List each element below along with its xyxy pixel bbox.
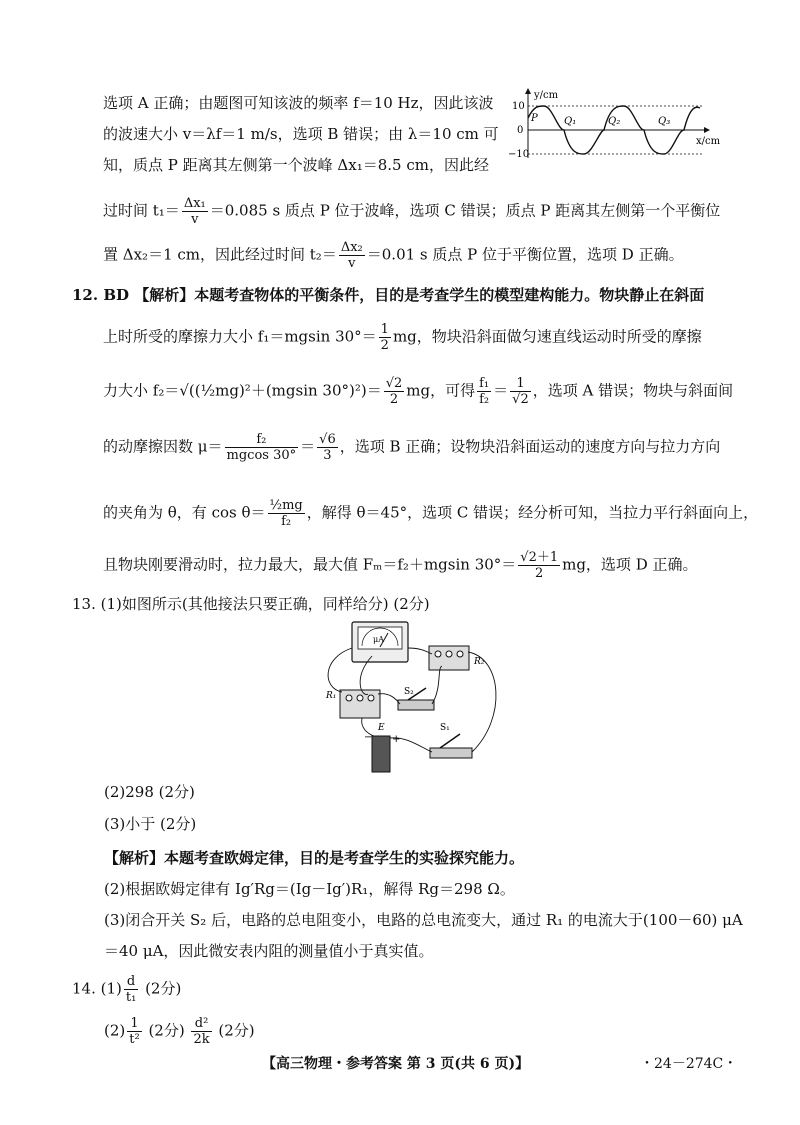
q12-frac-sqrt6 xyxy=(317,432,338,463)
q14-p1b: (2分) xyxy=(140,979,182,998)
q12-l3-f2-num: f₁ xyxy=(479,376,490,391)
battery-label: E xyxy=(378,723,385,733)
q12-l3b: mg，可得 xyxy=(406,381,476,400)
graph-y-arrow xyxy=(525,88,531,94)
q12-l3a: 力大小 f₂＝√((½mg)²＋(mgsin 30°)²)＝ xyxy=(103,381,382,400)
q12-frac-f1f2 xyxy=(477,376,491,407)
wave-graph xyxy=(508,86,728,166)
q12-l2a: 上时所受的摩擦力大小 f₁＝mgsin 30°＝ xyxy=(103,327,377,346)
q11-frac5-num: Δx₂ xyxy=(340,240,363,255)
q12-l4b: ＝ xyxy=(300,437,316,456)
q12-l3-f3-num: 1 xyxy=(510,376,531,392)
q14-frac-1-t2 xyxy=(127,1016,141,1047)
battery-plus-icon: + xyxy=(392,734,401,745)
r1-knob-3 xyxy=(368,695,374,701)
q11-line2: 的波速大小 v＝λf＝1 m/s，选项 B 错误；由 λ＝10 cm 可 xyxy=(103,125,499,143)
q11-frac4-num: Δx₁ xyxy=(183,196,206,211)
q12-line6 xyxy=(103,550,698,581)
q12-frac-fm xyxy=(518,550,560,581)
graph-tick-neg10: −10 xyxy=(508,149,530,160)
graph-x-label: x/cm xyxy=(696,136,721,147)
r1-label: R₁ xyxy=(326,691,337,701)
q12-l3d: ，选项 A 错误；物块与斜面间 xyxy=(532,381,734,400)
q11-line5 xyxy=(103,240,684,271)
q12-line3 xyxy=(103,376,733,407)
q13-analysis-3b: ＝40 μA，因此微安表内阻的测量值小于真实值。 xyxy=(104,942,434,960)
q14-frac-d2-2k xyxy=(191,1016,211,1047)
q11-frac-t1 xyxy=(182,196,208,227)
q12-l6-num: √2＋1 xyxy=(520,550,559,565)
s2-base xyxy=(398,700,434,710)
q12-frac-sqrt2-2 xyxy=(384,376,405,407)
q12-l3-f1-den: 2 xyxy=(389,392,399,407)
microammeter-label: μA xyxy=(373,635,384,644)
q12-l2-den: 2 xyxy=(380,338,389,353)
q12-l2-num: 1 xyxy=(380,322,389,337)
q12-frac-1sqrt2 xyxy=(510,376,531,407)
q12-l5a: 的夹角为 θ，有 cos θ＝ xyxy=(103,503,266,522)
q11-line5a: 置 Δx₂＝1 cm，因此经过时间 t₂＝ xyxy=(103,245,337,264)
s1-label: S₁ xyxy=(440,723,450,733)
q14-p2b: (2分) xyxy=(143,1021,190,1040)
r2-label: R₂ xyxy=(474,657,485,667)
q13-analysis-3a: (3)闭合开关 S₂ 后，电路的总电阻变小，电路的总电流变大，通过 R₁ 的电流大于(100－60) μA xyxy=(104,911,743,929)
r2-knob-1 xyxy=(435,651,441,657)
r2-knob-3 xyxy=(457,651,463,657)
q12-l2b: mg，物块沿斜面做匀速直线运动时所受的摩擦 xyxy=(392,327,702,346)
r1-knob-2 xyxy=(357,695,363,701)
page-footer-center: 【高三物理・参考答案 第 3 页(共 6 页)】 xyxy=(262,1056,530,1072)
q12-l3c: ＝ xyxy=(493,381,509,400)
q11-line4b: ＝0.085 s 质点 P 位于波峰，选项 C 错误；质点 P 距离其左侧第一个平衡位 xyxy=(209,201,721,220)
q12-frac-half xyxy=(379,322,391,353)
q13-part2: (2)298 (2分) xyxy=(104,783,195,801)
q14-p1-den: t₁ xyxy=(125,990,137,1005)
q12-frac-mu xyxy=(225,432,299,463)
q12-l4-f1-num: f₂ xyxy=(225,432,299,448)
q12-l4-f1-den: mgcos 30° xyxy=(226,448,297,463)
graph-y-label: y/cm xyxy=(534,90,559,101)
q14-p2c: (2分) xyxy=(213,1021,255,1040)
graph-x-arrow xyxy=(704,127,710,133)
graph-point-q2: Q₂ xyxy=(608,116,621,127)
q14-p1a: 14. (1) xyxy=(72,979,122,998)
r2-knob-2 xyxy=(446,651,452,657)
battery-minus-icon: − xyxy=(364,732,373,743)
q11-line5b: ＝0.01 s 质点 P 位于平衡位置，选项 D 正确。 xyxy=(366,245,684,264)
circuit-diagram xyxy=(312,618,512,778)
q14-p2-f2-den: 2k xyxy=(193,1032,210,1047)
q12-l4c: ，选项 B 正确；设物块沿斜面运动的速度方向与拉力方向 xyxy=(339,437,721,456)
q12-line5 xyxy=(103,498,758,529)
s2-label: S₂ xyxy=(404,687,414,697)
q12-l6-den: 2 xyxy=(535,566,544,581)
q12-l4a: 的动摩擦因数 μ＝ xyxy=(103,437,223,456)
q13-part3: (3)小于 (2分) xyxy=(104,815,197,833)
q14-p2-f1-den: t² xyxy=(129,1032,140,1047)
q12-head: 12. BD 【解析】本题考查物体的平衡条件，目的是考查学生的模型建构能力。物块静止在斜面 xyxy=(72,286,705,304)
q12-l4-f2-num: √6 xyxy=(319,432,336,447)
q12-line2 xyxy=(103,322,702,353)
q14-frac-d-t1 xyxy=(124,974,138,1005)
graph-point-q1: Q₁ xyxy=(564,116,577,127)
q11-frac4-den: v xyxy=(191,212,199,227)
q14-p2a: (2) xyxy=(104,1021,126,1040)
graph-tick-10: 10 xyxy=(512,101,525,112)
q14-p2-f2-num: d² xyxy=(191,1016,211,1032)
q12-l6a: 且物块刚要滑动时，拉力最大，最大值 Fₘ＝f₂＋mgsin 30°＝ xyxy=(103,555,517,574)
q11-frac5-den: v xyxy=(348,256,356,271)
r2-box xyxy=(429,646,469,670)
q11-line1: 选项 A 正确；由题图可知该波的频率 f＝10 Hz，因此该波 xyxy=(103,94,494,112)
q14-p2-f1-num: 1 xyxy=(127,1016,141,1032)
q14-part2 xyxy=(104,1016,255,1047)
s1-base xyxy=(430,748,472,758)
q12-frac-cos xyxy=(268,498,305,529)
q12-l4-f2-den: 3 xyxy=(323,448,332,463)
q12-l5-num: ½mg xyxy=(269,498,303,513)
r1-box xyxy=(340,690,380,718)
q14-p1-num: d xyxy=(124,974,138,990)
q11-line4a: 过时间 t₁＝ xyxy=(103,201,180,220)
graph-tick-0: 0 xyxy=(517,125,524,136)
q12-l6b: mg，选项 D 正确。 xyxy=(562,555,698,574)
graph-point-q3: Q₃ xyxy=(658,116,671,127)
page-footer-code: ・24－274C・ xyxy=(640,1056,738,1072)
s1-lever xyxy=(440,734,460,748)
q12-l3-f1-num: √2 xyxy=(385,376,403,391)
q11-line3: 知，质点 P 距离其左侧第一个波峰 Δx₁＝8.5 cm，因此经 xyxy=(103,156,489,174)
q12-l5b: ，解得 θ＝45°，选项 C 错误；经分析可知，当拉力平行斜面向上， xyxy=(306,503,759,522)
q12-l3-f2-den: f₂ xyxy=(479,392,490,407)
q13-part1: 13. (1)如图所示(其他接法只要正确，同样给分) (2分) xyxy=(72,595,430,613)
q12-l3-f3-den: √2 xyxy=(512,392,529,407)
q11-line4 xyxy=(103,196,720,227)
q12-line4 xyxy=(103,432,720,463)
q11-frac-t2 xyxy=(339,240,365,271)
q13-analysis-2: (2)根据欧姆定律有 Ig′Rg＝(Ig－Ig′)R₁，解得 Rg＝298 Ω。 xyxy=(104,880,515,898)
battery-cell xyxy=(372,736,390,772)
graph-point-p: P xyxy=(531,113,538,124)
q14-part1 xyxy=(72,974,181,1005)
q12-l5-den: f₂ xyxy=(281,514,292,529)
r1-knob-1 xyxy=(346,695,352,701)
q13-analysis: 【解析】本题考查欧姆定律，目的是考查学生的实验探究能力。 xyxy=(104,849,525,867)
